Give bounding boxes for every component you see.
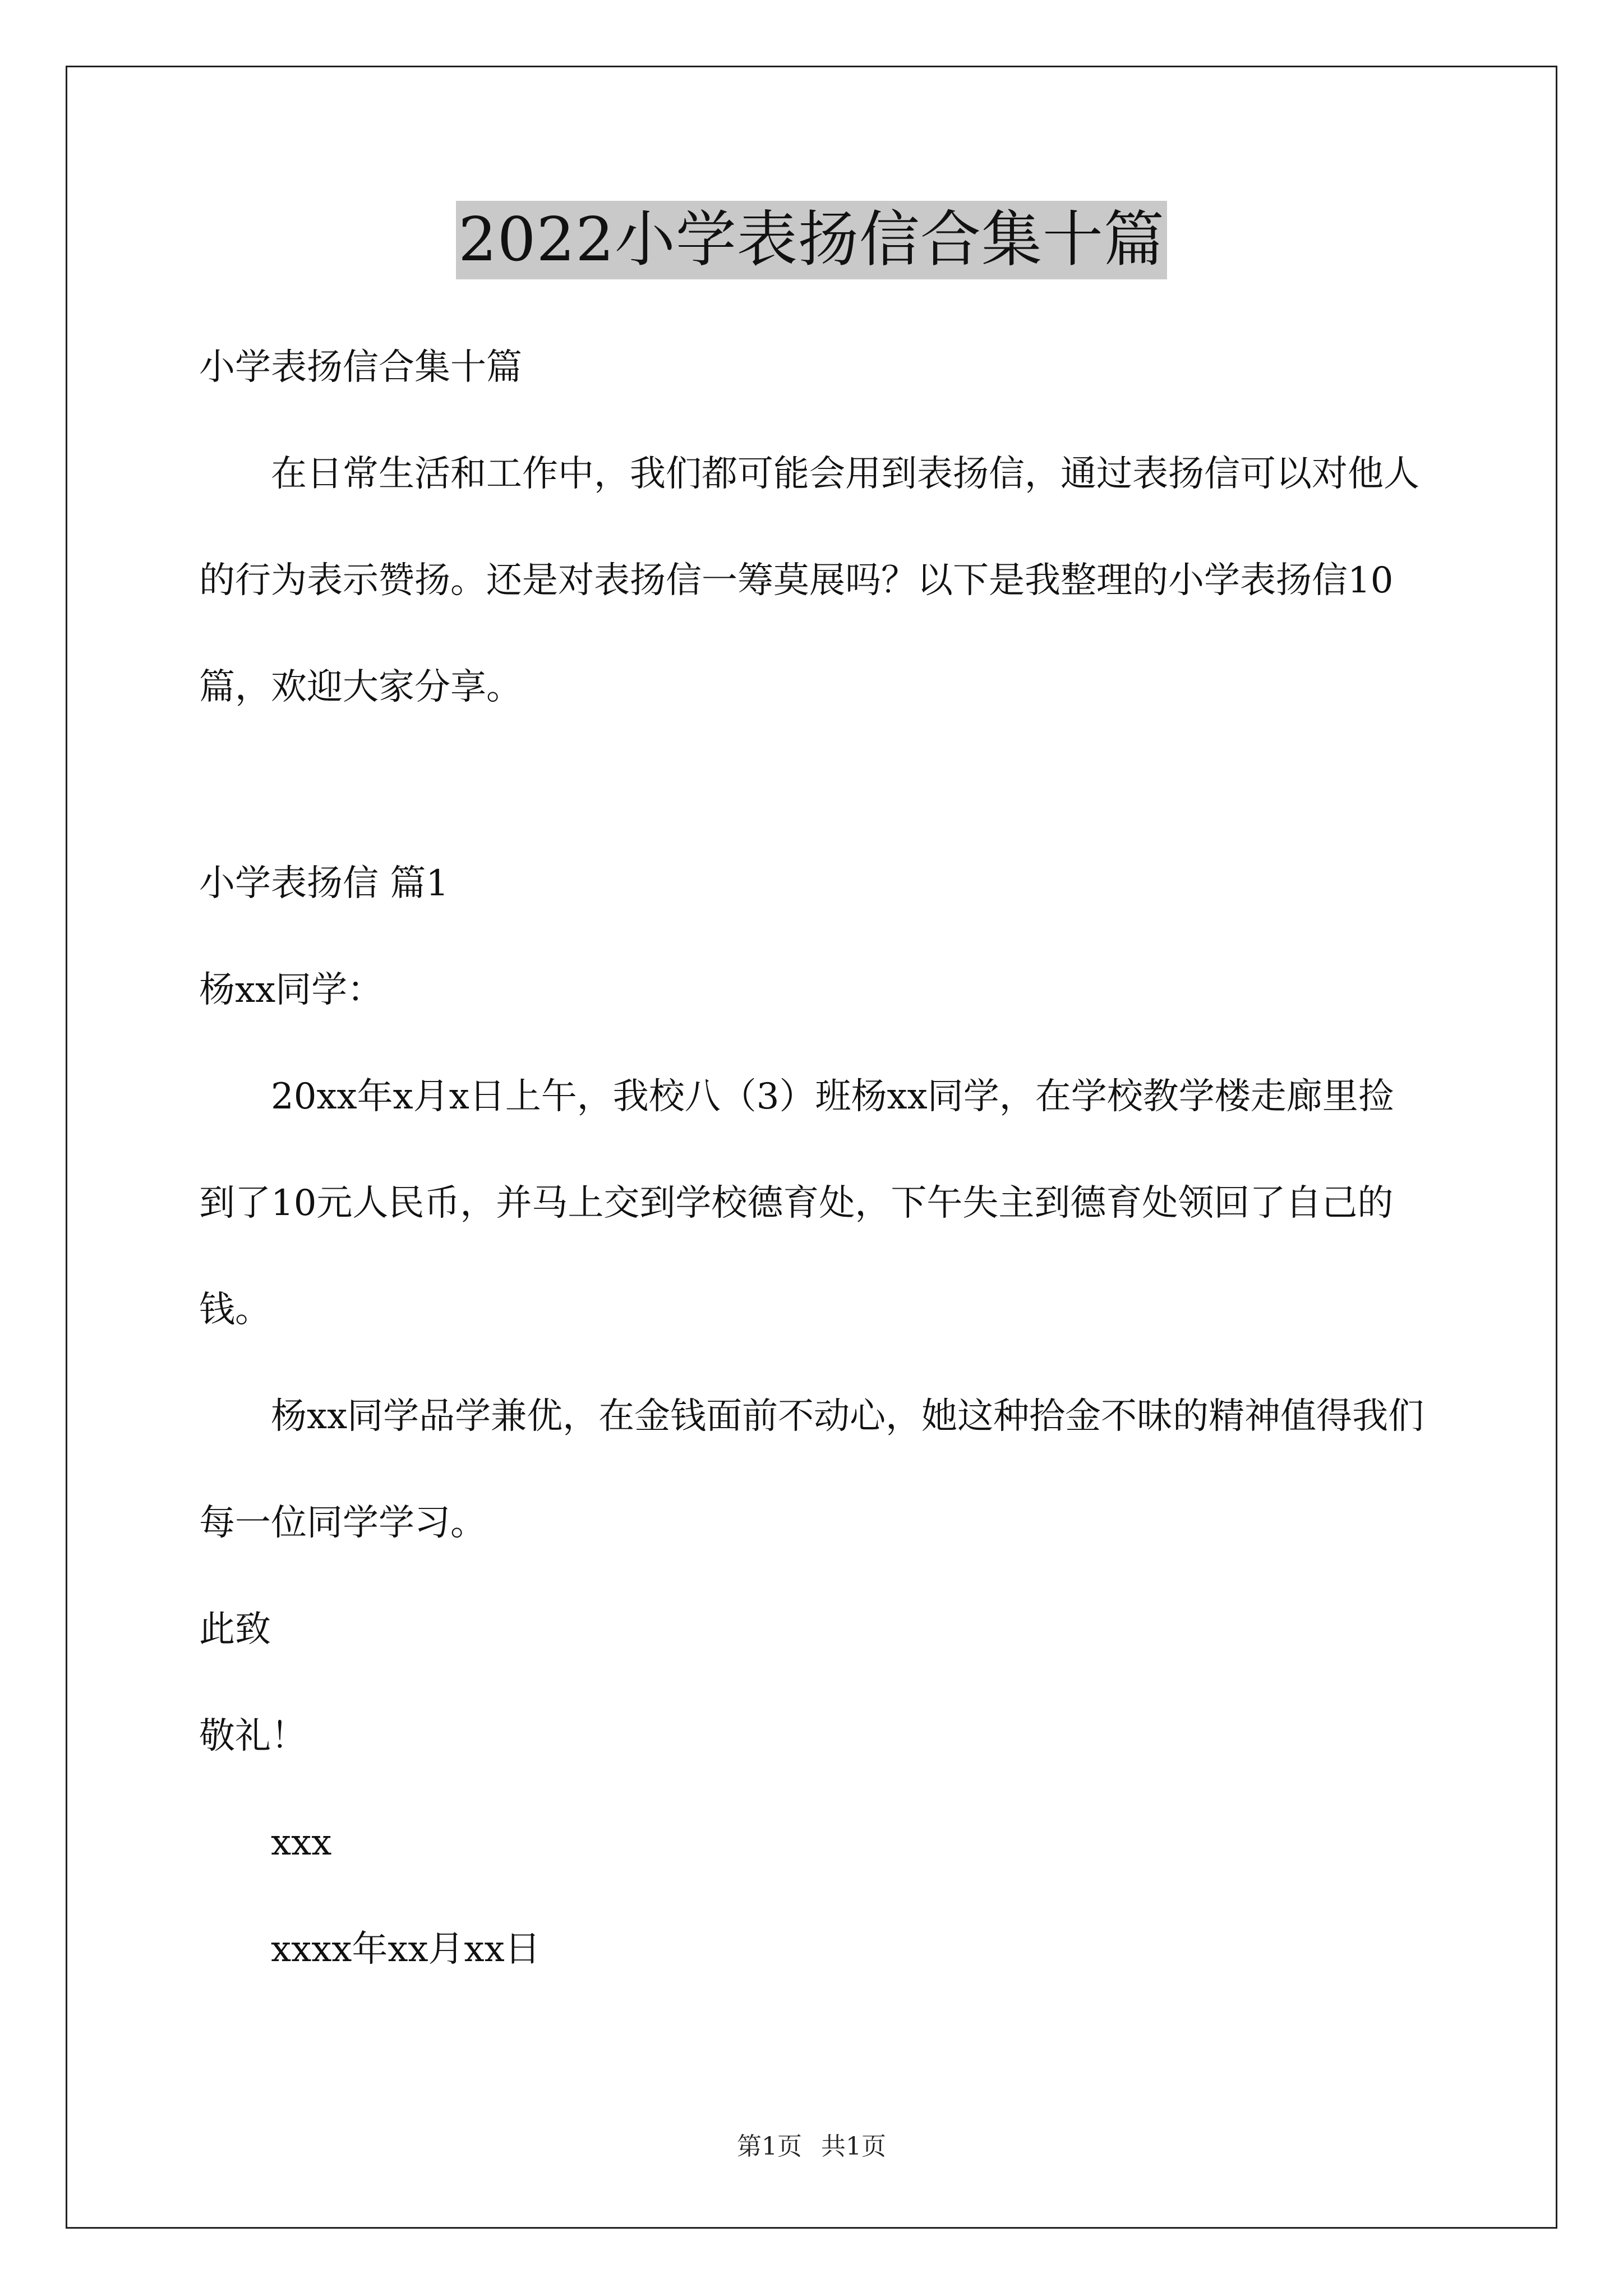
body-paragraph-2: 杨xx同学品学兼优，在金钱面前不动心，她这种拾金不昧的精神值得我们每一位同学学习。 bbox=[199, 1396, 1424, 1544]
document-title: 2022小学表扬信合集十篇 bbox=[456, 201, 1167, 279]
intro-paragraph: 在日常生活和工作中，我们都可能会用到表扬信，通过表扬信可以对他人的行为表示赞扬。还是对表扬信一筹莫展吗？以下是我整理的小学表扬信10篇，欢迎大家分享。 bbox=[199, 453, 1419, 708]
closing-line-1: 此致 bbox=[199, 1609, 271, 1650]
body-paragraph-1: 20xx年x月x日上午，我校八（3）班杨xx同学，在学校教学楼走廊里捡到了10元人民币，并马上交到学校德育处，下午失主到德育处领回了自己的钱。 bbox=[199, 1076, 1394, 1331]
salutation: 杨xx同学： bbox=[199, 969, 384, 1011]
page-number: 第1页 bbox=[737, 2132, 802, 2161]
section-gap bbox=[199, 740, 1427, 830]
document-body bbox=[199, 314, 1427, 2003]
page-footer bbox=[0, 2126, 1623, 2162]
title-container bbox=[0, 201, 1623, 279]
page-total: 共1页 bbox=[821, 2132, 886, 2161]
signature: xxx bbox=[271, 1822, 332, 1864]
section-heading: 小学表扬信 篇1 bbox=[199, 863, 449, 904]
date-line: xxxx年xx月xx日 bbox=[271, 1929, 541, 1970]
closing-line-2: 敬礼！ bbox=[199, 1715, 307, 1757]
subtitle: 小学表扬信合集十篇 bbox=[199, 347, 522, 388]
